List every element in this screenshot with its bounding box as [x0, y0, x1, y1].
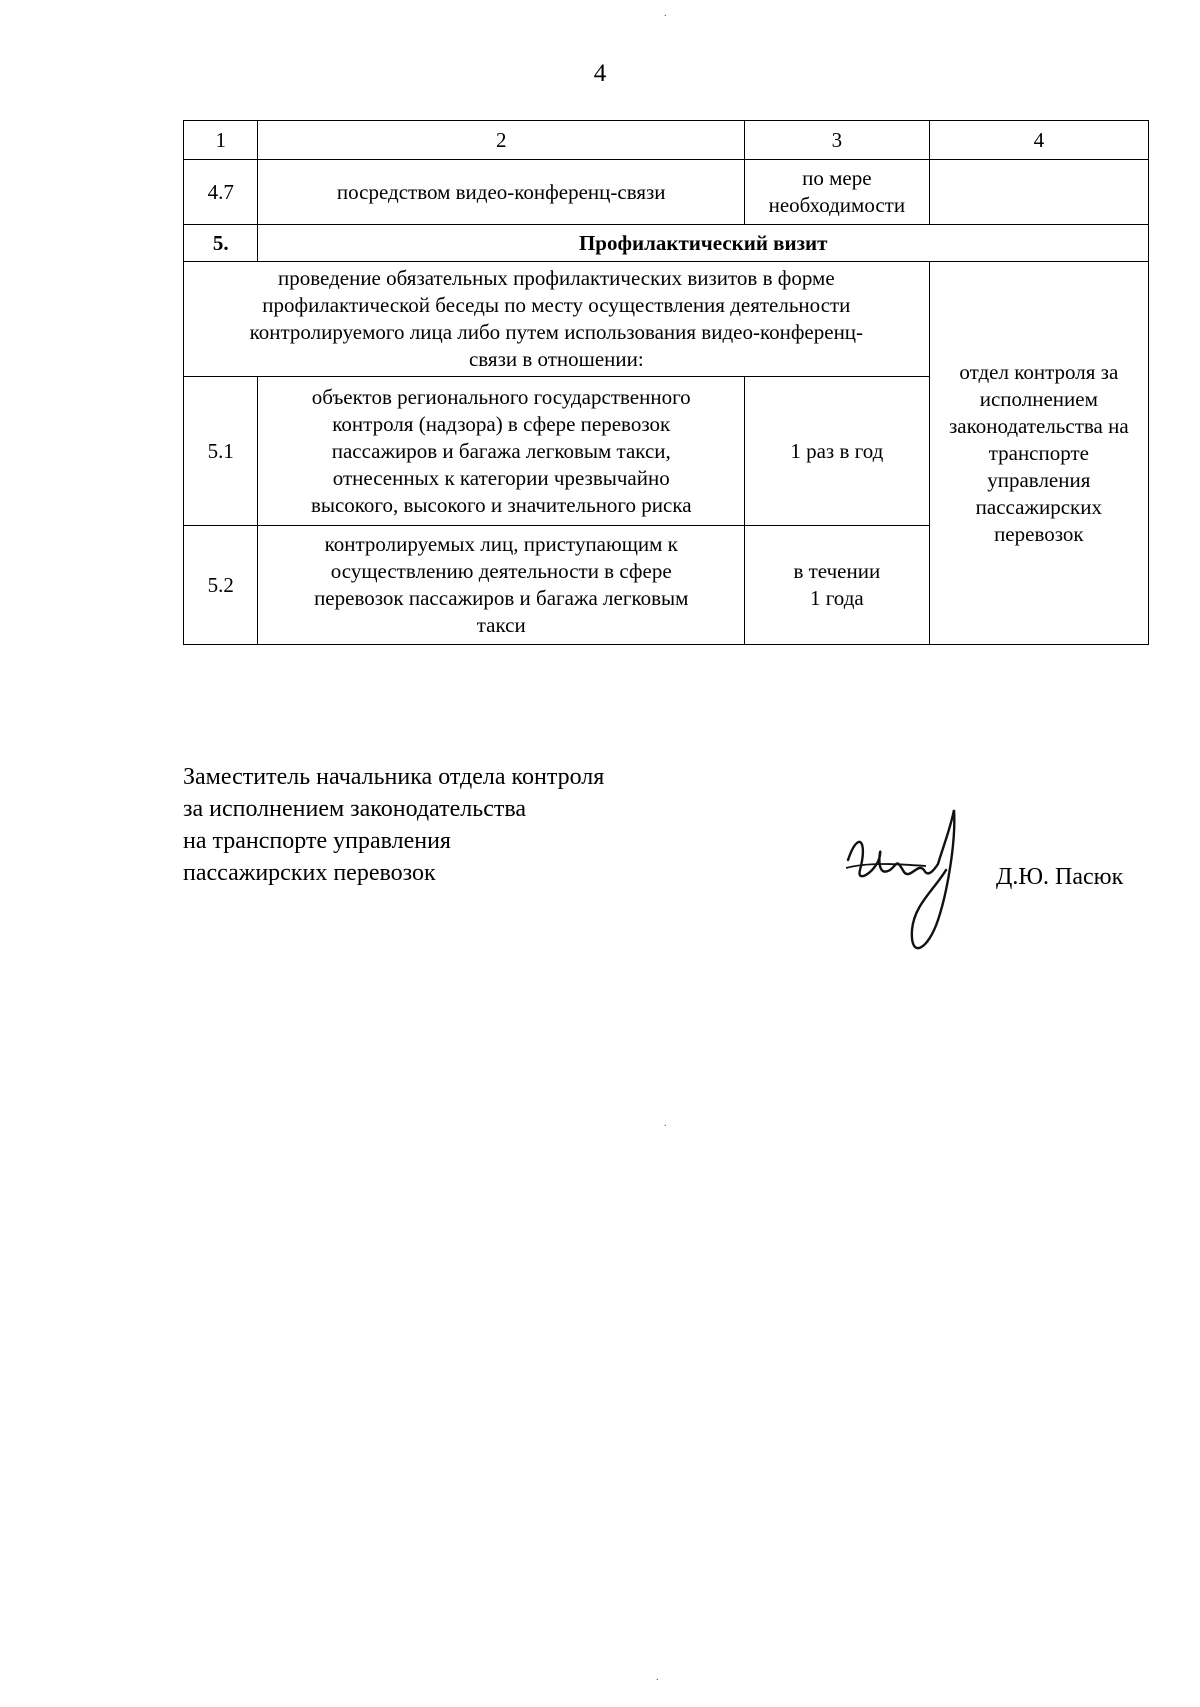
row-text [258, 377, 745, 526]
row-text [258, 526, 745, 645]
responsible-line: пассажирских [975, 494, 1102, 519]
responsible-line: исполнением [979, 386, 1098, 411]
row-responsible [929, 160, 1148, 225]
responsible-line: транспорте [988, 440, 1089, 465]
row-text-line: высокого, высокого и значительного риска [310, 492, 692, 517]
intro-line: контролируемого лица либо путем использования видео-конференц- [249, 320, 864, 344]
intro-text [184, 262, 930, 377]
row-number: 5.2 [184, 526, 258, 645]
section-row [184, 225, 1149, 262]
responsible-department [929, 262, 1148, 645]
period-line: в течении [793, 559, 881, 583]
responsible-line: управления [987, 467, 1091, 492]
section-title: Профилактический визит [258, 225, 1149, 262]
row-number: 4.7 [184, 160, 258, 225]
header-cell-1: 1 [184, 121, 258, 160]
row-period [745, 160, 930, 225]
page-number: 4 [593, 60, 607, 87]
signer-position [183, 761, 604, 889]
responsible-line: законодательства на [948, 413, 1129, 438]
row-text-line: осуществлению деятельности в сфере [330, 559, 672, 583]
row-text-line: пассажиров и багажа легковым такси, [331, 438, 671, 463]
row-text-line: такси [476, 613, 526, 637]
signer-position-line: Заместитель начальника отдела контроля [183, 764, 605, 790]
plan-table [183, 120, 1149, 645]
signer-name: Д.Ю. Пасюк [996, 864, 1124, 890]
row-text-line: контроля (надзора) в сфере перевозок [332, 411, 671, 436]
intro-line: связи в отношении: [468, 347, 644, 371]
signer-position-line: пассажирских перевозок [183, 860, 436, 886]
row-text-line: отнесенных к категории чрезвычайно [332, 465, 670, 490]
row-text-line: перевозок пассажиров и багажа легковым [314, 586, 689, 610]
handwritten-signature [838, 800, 978, 965]
scan-dot-top: . [664, 8, 667, 19]
intro-row [184, 262, 1149, 377]
period-line: необходимости [768, 193, 906, 217]
signer-position-line: за исполнением законодательства [183, 796, 526, 822]
row-period [745, 526, 930, 645]
period-line: по мере [802, 166, 872, 190]
table-row [184, 160, 1149, 225]
header-row [184, 121, 1149, 160]
row-period: 1 раз в год [745, 377, 930, 526]
scan-dot-bottom: . [656, 1672, 659, 1683]
responsible-line: отдел контроля за [959, 359, 1119, 384]
scan-dot-middle: . [664, 1118, 667, 1129]
header-cell-4: 4 [929, 121, 1148, 160]
row-text-line: объектов регионального государственного [311, 384, 691, 409]
intro-line: профилактической беседы по месту осуществления деятельности [262, 293, 851, 317]
section-number: 5. [184, 225, 258, 262]
header-cell-2: 2 [258, 121, 745, 160]
signer-position-line: на транспорте управления [183, 828, 451, 854]
intro-line: проведение обязательных профилактических визитов в форме [278, 266, 835, 290]
header-cell-3: 3 [745, 121, 930, 160]
responsible-line: перевозок [994, 521, 1084, 546]
period-line: 1 года [809, 586, 864, 610]
row-text-line: контролируемых лиц, приступающим к [324, 532, 678, 556]
row-number: 5.1 [184, 377, 258, 526]
row-text: посредством видео-конференц-связи [258, 160, 745, 225]
